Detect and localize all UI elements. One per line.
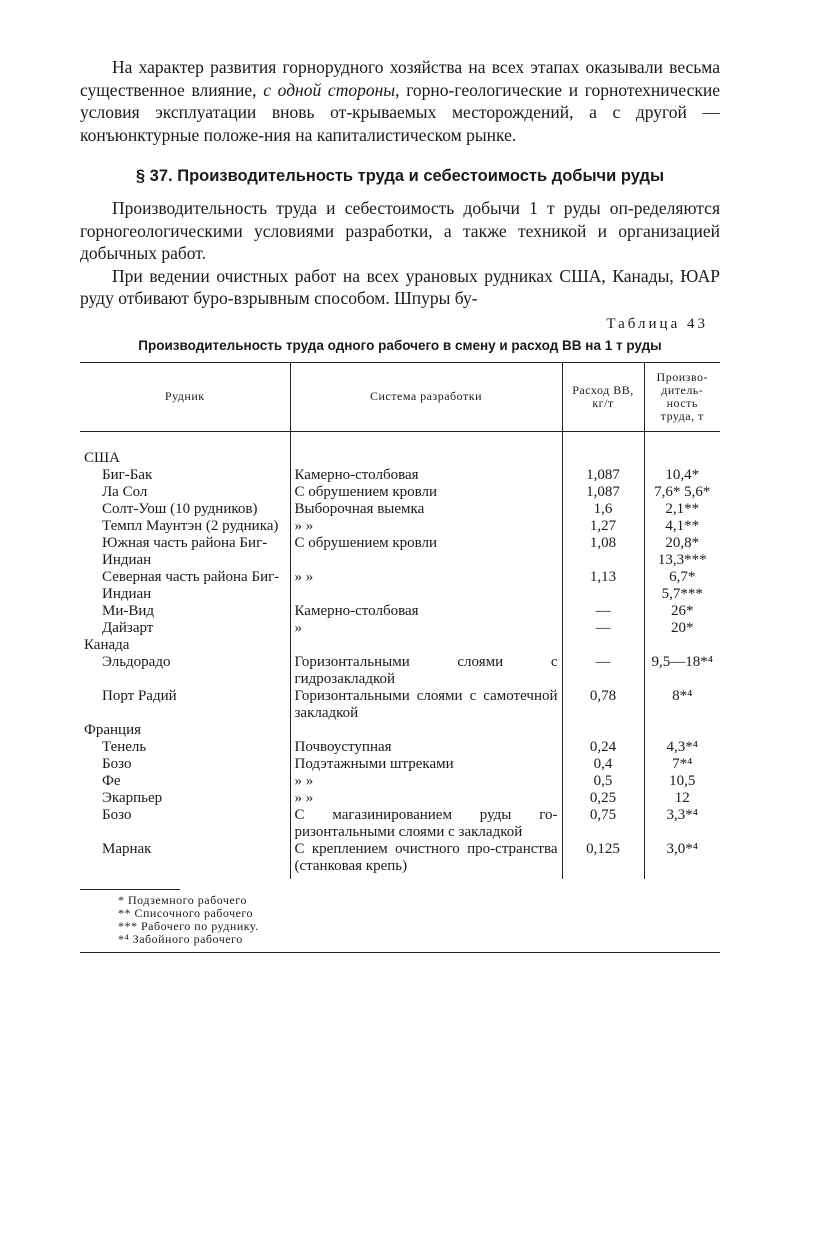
cell-consumption: 1,08 [562, 535, 644, 569]
cell-productivity: 7*⁴ [672, 755, 693, 772]
cell-consumption: 0,5 [562, 773, 644, 790]
table-row [80, 773, 720, 790]
cell-productivity: 20* [671, 619, 694, 636]
cell-system: С креплением очистного про-странства (станковая крепь) [290, 841, 562, 879]
table-row [80, 603, 720, 620]
col-header-system: Система разработки [290, 362, 562, 431]
bottom-rule [80, 952, 720, 953]
cell-mine: Дайзарт [80, 620, 290, 637]
cell-system: Почвоуступная [290, 739, 562, 756]
cell-system: С магазинированием руды го-ризонтальными слоями с закладкой [290, 807, 562, 841]
cell-productivity: 10,4* [665, 466, 700, 483]
cell-productivity: 4,3*⁴ [666, 738, 698, 755]
cell-system: С обрушением кровли [290, 535, 562, 569]
cell-productivity: 8*⁴ [672, 687, 693, 704]
cell-consumption: 0,125 [562, 841, 644, 879]
cell-system: С обрушением кровли [290, 484, 562, 501]
table-title: Производительность труда одного рабочего в смену и расход ВВ на 1 т руды [138, 337, 662, 353]
cell-mine: Биг-Бак [80, 467, 290, 484]
cell-system: » » [290, 790, 562, 807]
table-row [80, 569, 720, 603]
cell-consumption [562, 637, 644, 654]
footnote-2: ** Списочного рабочего [118, 905, 254, 920]
footnote-3: *** Рабочего по руднику. [118, 918, 259, 933]
cell-consumption: 1,087 [562, 467, 644, 484]
page-content [80, 56, 720, 954]
cell-consumption: 0,75 [562, 807, 644, 841]
table-row [80, 654, 720, 688]
table-row [80, 790, 720, 807]
cell-productivity: 20,8* 13,3*** [657, 534, 707, 568]
cell-mine: Бозо [80, 807, 290, 841]
cell-system: Подэтажными штреками [290, 756, 562, 773]
cell-mine: Марнак [80, 841, 290, 879]
cell-consumption: 0,4 [562, 756, 644, 773]
cell-consumption: 0,25 [562, 790, 644, 807]
table-group-row [80, 722, 720, 739]
table-row [80, 620, 720, 637]
cell-mine: Бозо [80, 756, 290, 773]
table-header-row [80, 362, 720, 431]
cell-system: Камерно-столбовая [290, 603, 562, 620]
cell-mine: Канада [80, 637, 290, 654]
cell-system: » [290, 620, 562, 637]
col-header-consumption: Расход ВВ, кг/т [562, 362, 644, 431]
cell-consumption: 0,78 [562, 688, 644, 722]
table-row [80, 807, 720, 841]
cell-system [290, 722, 562, 739]
productivity-table [80, 362, 720, 879]
cell-consumption [562, 722, 644, 739]
cell-productivity [644, 637, 720, 654]
cell-productivity: 10,5 [669, 772, 696, 789]
table-row [80, 756, 720, 773]
cell-productivity: 26* [671, 602, 694, 619]
cell-consumption [562, 450, 644, 467]
paragraph-stoping: При ведении очистных работ на всех урановых рудниках США, Канады, ЮАР руду отбивают буро-взрывным способом. Шпуры бу- [80, 265, 720, 308]
cell-consumption: 0,24 [562, 739, 644, 756]
col-header-productivity: Произво-дитель-ность труда, т [644, 362, 720, 431]
section-heading: § 37. Производительность труда и себестоимость добычи руды [135, 167, 665, 185]
table-row [80, 467, 720, 484]
intro-paragraph: На характер развития горнорудного хозяйства на всех этапах оказывали весьма существенное влияние, с одной стороны, горно-геологические и горнотехнические условия эксплуатации вновь от-крываемых месторождений, а с другой — конъюнктурные положе-ния на капиталистическом рынке. [80, 57, 720, 145]
cell-productivity: 4,1** [665, 517, 700, 534]
cell-mine: Фе [80, 773, 290, 790]
cell-system: Выборочная выемка [290, 501, 562, 518]
table-number: Таблица 43 [606, 315, 708, 332]
table-group-row [80, 637, 720, 654]
cell-mine: США [80, 450, 290, 467]
cell-productivity: 6,7* 5,7*** [661, 568, 703, 602]
cell-mine: Тенель [80, 739, 290, 756]
cell-mine: Эльдорадо [80, 654, 290, 688]
cell-consumption: 1,087 [562, 484, 644, 501]
cell-productivity [644, 722, 720, 739]
cell-consumption: — [562, 654, 644, 688]
cell-consumption: — [562, 620, 644, 637]
footnotes [118, 894, 720, 946]
cell-mine: Ла Сол [80, 484, 290, 501]
cell-system: Горизонтальными слоями с гидрозакладкой [290, 654, 562, 688]
cell-system [290, 637, 562, 654]
cell-productivity: 12 [674, 789, 690, 806]
cell-system: » » [290, 773, 562, 790]
table-group-row [80, 450, 720, 467]
table-row [80, 518, 720, 535]
bottom-spacer [80, 946, 720, 954]
cell-productivity [644, 450, 720, 467]
cell-system: Камерно-столбовая [290, 467, 562, 484]
col-header-mine: Рудник [80, 362, 290, 431]
cell-system: » » [290, 518, 562, 535]
cell-mine: Ми-Вид [80, 603, 290, 620]
cell-system: Горизонтальными слоями с самотечной закладкой [290, 688, 562, 722]
cell-mine: Порт Радий [80, 688, 290, 722]
table-row [80, 739, 720, 756]
paragraph-productivity: Производительность труда и себестоимость добычи 1 т руды оп-ределяются горногеологическими условиями разработки, а также техникой и организацией добычных работ. [80, 198, 720, 263]
cell-mine: Темпл Маунтэн (2 рудника) [80, 518, 290, 535]
cell-consumption: 1,13 [562, 569, 644, 603]
cell-productivity: 7,6* 5,6* [654, 483, 711, 500]
cell-productivity: 3,0*⁴ [666, 840, 698, 857]
footnote-4: *⁴ Забойного рабочего [118, 931, 243, 946]
cell-consumption: 1,6 [562, 501, 644, 518]
cell-consumption: 1,27 [562, 518, 644, 535]
footnote-1: * Подземного рабочего [118, 892, 247, 907]
cell-mine: Южная часть района Биг-Индиан [80, 535, 290, 569]
cell-productivity: 2,1** [665, 500, 700, 517]
table-row [80, 841, 720, 879]
cell-productivity: 3,3*⁴ [666, 806, 698, 823]
cell-mine: Франция [80, 722, 290, 739]
table-row [80, 501, 720, 518]
cell-consumption: — [562, 603, 644, 620]
cell-system [290, 450, 562, 467]
cell-mine: Северная часть района Биг-Индиан [80, 569, 290, 603]
table-row [80, 484, 720, 501]
cell-mine: Солт-Уош (10 рудников) [80, 501, 290, 518]
table-row [80, 535, 720, 569]
cell-mine: Экарпьер [80, 790, 290, 807]
cell-system: » » [290, 569, 562, 603]
cell-productivity: 9,5—18*⁴ [651, 653, 713, 670]
table-row [80, 688, 720, 722]
